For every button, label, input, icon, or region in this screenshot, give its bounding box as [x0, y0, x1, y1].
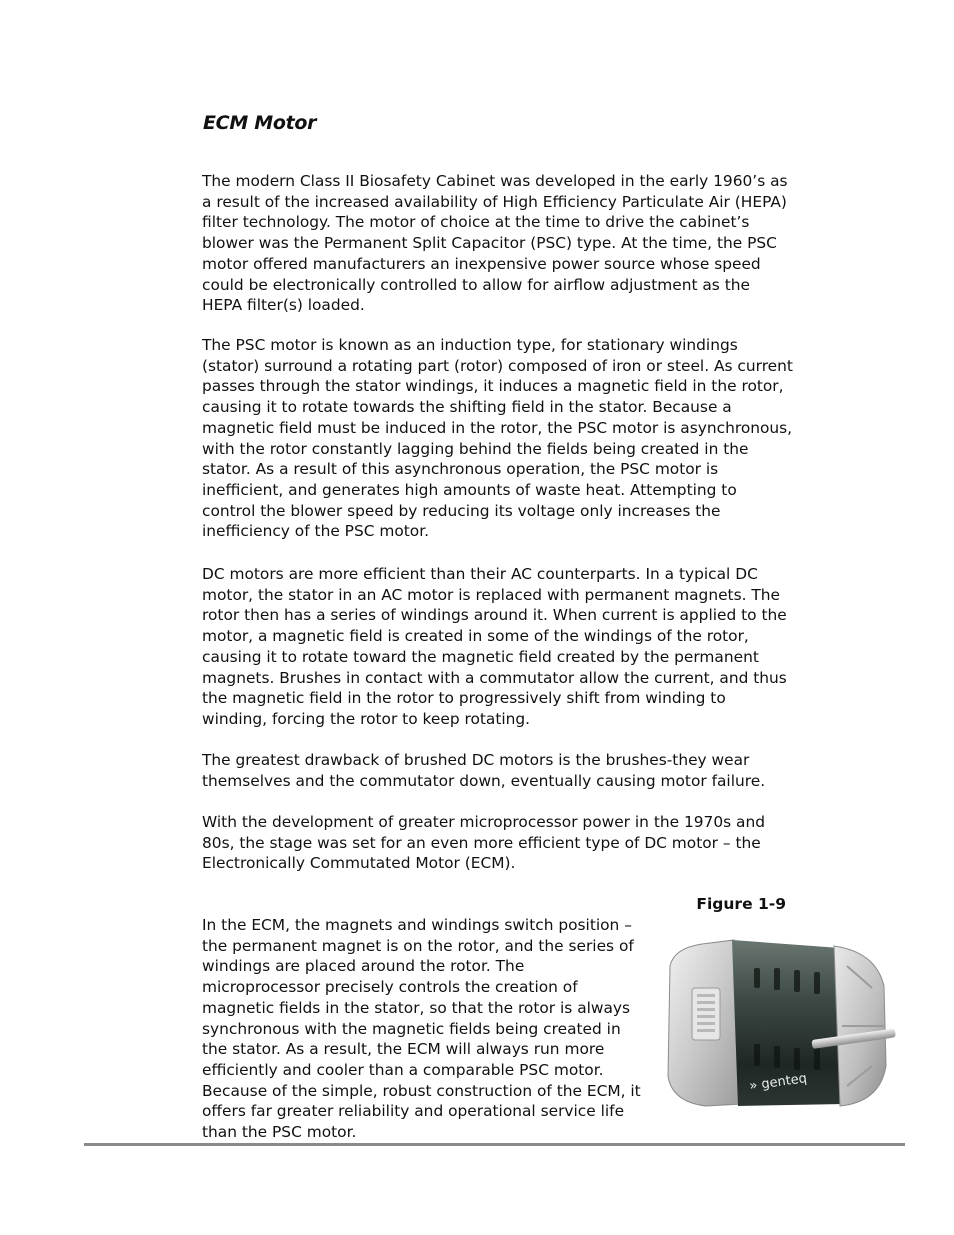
ecm-motor-image	[662, 926, 902, 1131]
paragraph-ecm-development: With the development of greater microprocessor power in the 1970s and 80s, the stage was set for an even more efficient type of DC motor – the Electronically Commutated Motor (ECM).	[202, 813, 765, 873]
paragraph-psc-motor: The PSC motor is known as an induction type, for stationary windings (stator) surround a rotating part (rotor) composed of iron or steel. As current passes through the stator windings, it induces a magnetic field in the rotor, causing it to rotate towards the shifting field in the stator. Because a magnetic field must be induced in the rotor, the PSC motor is asynchronous, with the rotor constantly lagging behind the fields being created in the stator. As a result of this asynchronous operation, the PSC motor is inefficient, and generates high amounts of waste heat. Attempting to control the blower speed by reducing its voltage only increases the inefficiency of the PSC motor.	[202, 336, 793, 541]
paragraph-ecm-description: In the ECM, the magnets and windings switch position – the permanent magnet is on the rotor, and the series of windings are placed around the rotor. The microprocessor precisely controls the creation of magnetic fields in the stator, so that the rotor is always synchronous with the magnetic fields being created in the stator. As a result, the ECM will always run more efficiently and cooler than a comparable PSC motor. Because of the simple, robust construction of the ECM, it offers far greater reliability and operational service life than the PSC motor.	[202, 916, 641, 1142]
footer-divider	[84, 1143, 905, 1146]
section-heading: ECM Motor	[203, 112, 317, 134]
paragraph-history: The modern Class II Biosafety Cabinet was developed in the early 1960’s as a result of the increased availability of High Efficiency Particulate Air (HEPA) filter technology. The motor of choice at the time to drive the cabinet’s blower was the Permanent Split Capacitor (PSC) type. At the time, the PSC motor offered manufacturers an inexpensive power source whose speed could be electronically controlled to allow for airflow adjustment as the HEPA filter(s) loaded.	[202, 172, 788, 315]
brand-logo: » genteq	[748, 1071, 808, 1094]
paragraph-brush-drawback: The greatest drawback of brushed DC motors is the brushes-they wear themselves and the commutator down, eventually causing motor failure.	[202, 751, 766, 790]
figure-caption: Figure 1-9	[696, 895, 786, 913]
paragraph-dc-motors: DC motors are more efficient than their AC counterparts. In a typical DC motor, the stator in an AC motor is replaced with permanent magnets. The rotor then has a series of windings around it. When current is applied to the motor, a magnetic field is created in some of the windings of the rotor, causing it to rotate toward the magnetic field created by the permanent magnets. Brushes in contact with a commutator allow the current, and thus the magnetic field in the rotor to progressively shift from winding to winding, forcing the rotor to keep rotating.	[202, 565, 787, 728]
